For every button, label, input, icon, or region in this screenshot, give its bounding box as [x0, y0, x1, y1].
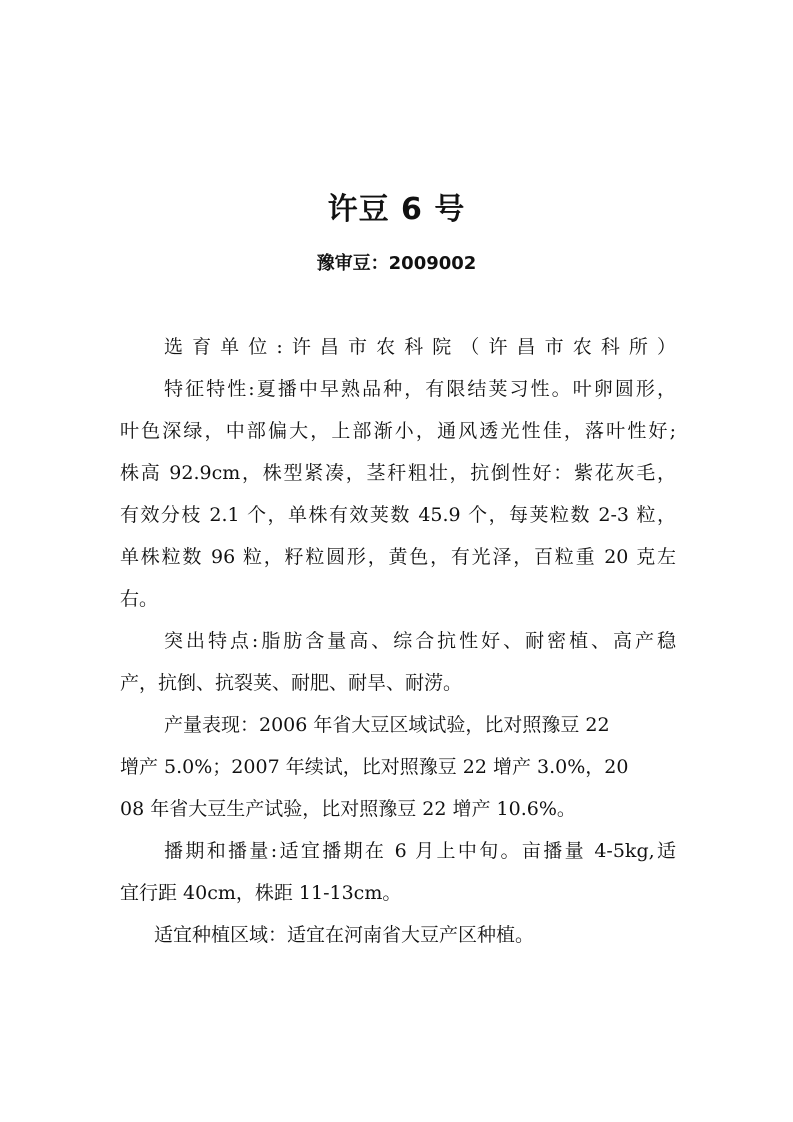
characteristics-line: 株高 92.9cm，株型紧凑，茎秆粗壮，抗倒性好：紫花灰毛，: [120, 462, 676, 484]
sowing-line: 宜行距 40cm，株距 11-13cm。: [120, 882, 402, 904]
planting-region-line: 适宜种植区域：适宜在河南省大豆产区种植。: [154, 924, 535, 946]
yield-line: 增产 5.0%；2007 年续试，比对照豫豆 22 增产 3.0%，20: [120, 756, 629, 778]
approval-number: 豫审豆：2009002: [316, 253, 477, 274]
document-title: 许豆 6 号: [327, 192, 466, 227]
characteristics-line: 特征特性:夏播中早熟品种，有限结荚习性。叶卵圆形，: [164, 378, 676, 400]
yield-line: 08 年省大豆生产试验，比对照豫豆 22 增产 10.6%。: [120, 798, 576, 820]
key-features-line: 突出特点:脂肪含量高、综合抗性好、耐密植、高产稳: [164, 630, 676, 652]
characteristics-line: 右。: [120, 588, 159, 610]
characteristics-line: 单株粒数 96 粒，籽粒圆形，黄色，有光泽，百粒重 20 克左: [120, 546, 676, 568]
sowing-line: 播期和播量:适宜播期在 6 月上中旬。亩播量 4-5kg,适: [164, 840, 676, 862]
key-features-line: 产，抗倒、抗裂荚、耐肥、耐旱、耐涝。: [120, 672, 463, 694]
yield-line: 产量表现：2006 年省大豆区域试验，比对照豫豆 22: [164, 714, 610, 736]
document-body: [120, 326, 676, 956]
characteristics-line: 有效分枝 2.1 个，单株有效荚数 45.9 个，每荚粒数 2-3 粒，: [120, 504, 676, 526]
breeding-unit-line: 选育单位:许昌市农科院（许昌市农科所）: [164, 336, 676, 358]
characteristics-line: 叶色深绿，中部偏大，上部渐小，通风透光性佳，落叶性好;: [120, 420, 676, 442]
